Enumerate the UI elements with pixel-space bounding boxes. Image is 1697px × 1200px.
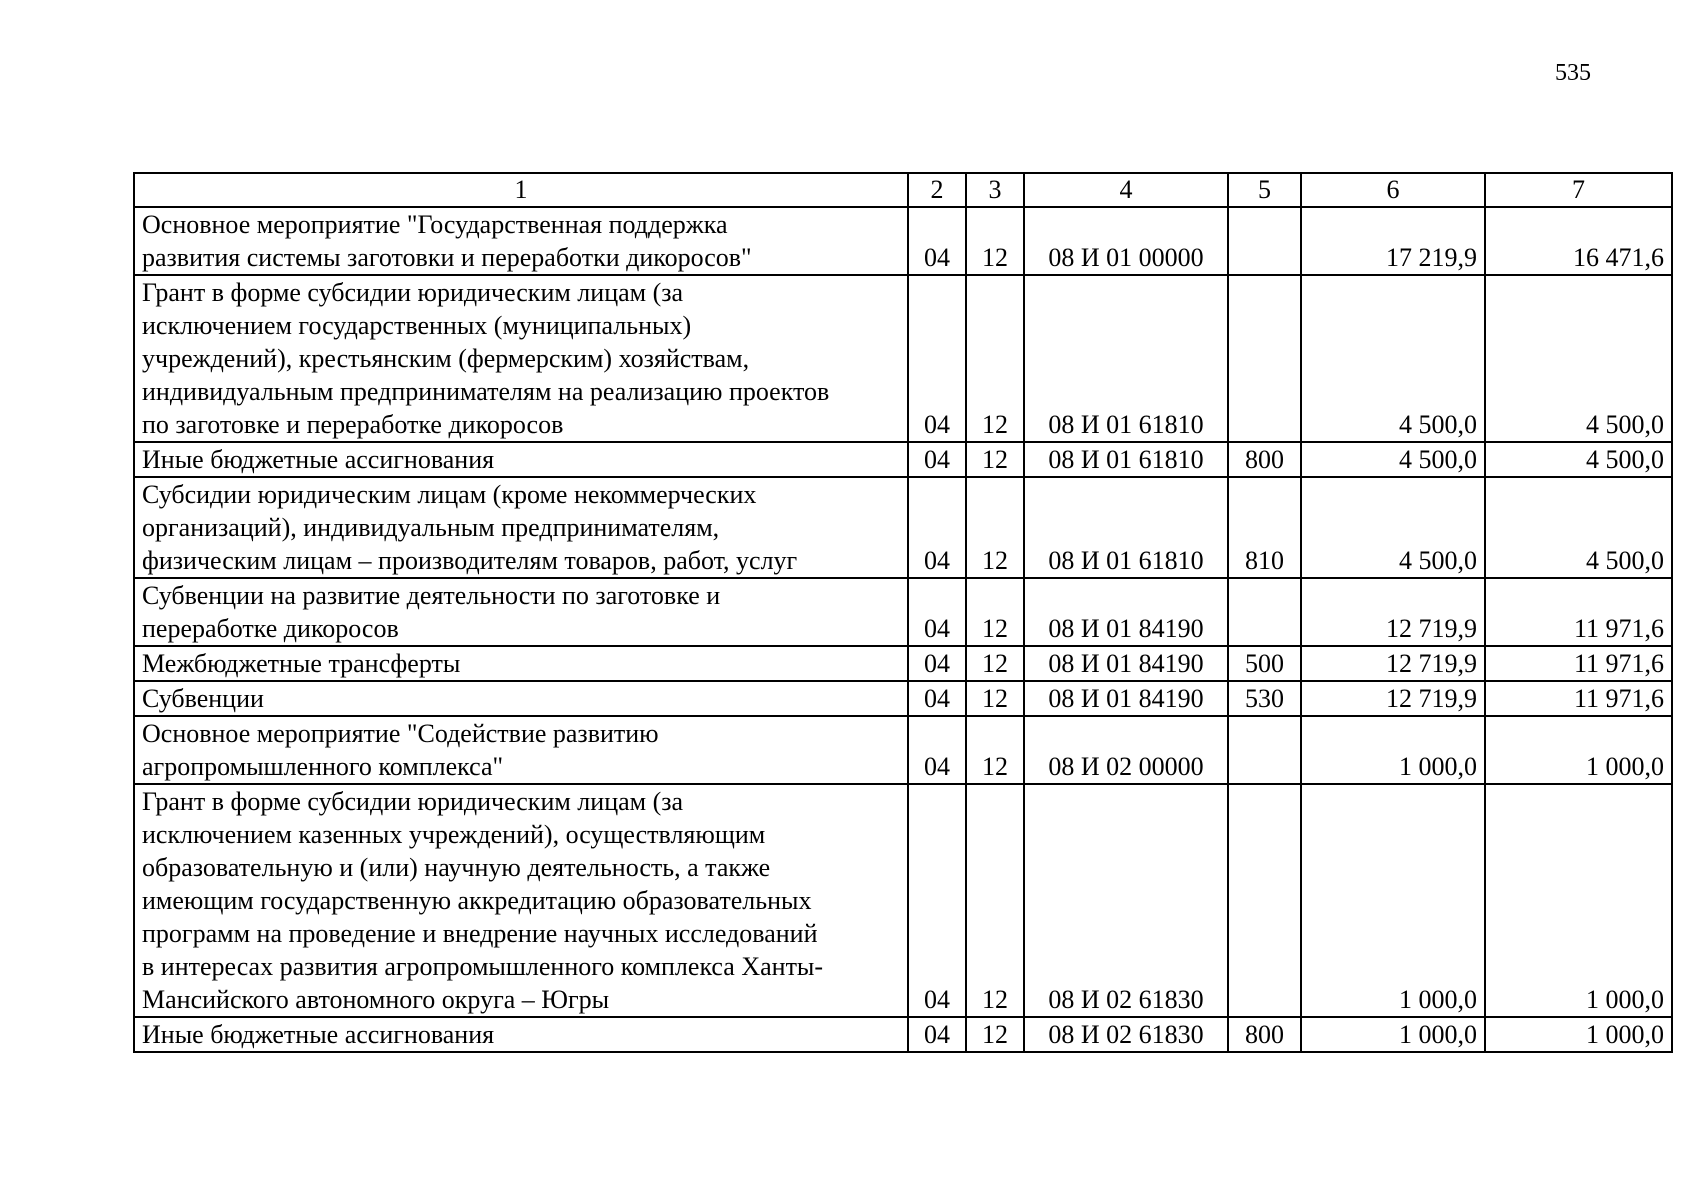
- expense-type-cell: [1228, 578, 1301, 646]
- target-article-cell: 08 И 01 00000: [1024, 207, 1228, 275]
- table-row: [134, 1017, 1672, 1052]
- amount-2-cell: 1 000,0: [1485, 1017, 1672, 1052]
- target-article-cell: 08 И 02 61830: [1024, 1017, 1228, 1052]
- item-name-line: по заготовке и переработке дикоросов: [142, 410, 564, 439]
- item-name-line: образовательную и (или) научную деятельность, а также: [142, 853, 771, 882]
- table-row: [134, 784, 1672, 1017]
- table-row: [134, 578, 1672, 646]
- table-row: [134, 275, 1672, 442]
- section-code-cell: 04: [908, 681, 966, 716]
- subsection-code-cell: 12: [966, 442, 1024, 477]
- subsection-code-cell: 12: [966, 1017, 1024, 1052]
- column-header: 2: [908, 173, 966, 207]
- expense-type-cell: 800: [1228, 442, 1301, 477]
- budget-table: [133, 172, 1673, 1053]
- item-name-line: Межбюджетные трансферты: [142, 649, 461, 678]
- target-article-cell: 08 И 01 61810: [1024, 442, 1228, 477]
- column-header: 7: [1485, 173, 1672, 207]
- item-name-cell: [134, 784, 908, 1017]
- amount-1-cell: 1 000,0: [1301, 784, 1485, 1017]
- section-code-cell: 04: [908, 578, 966, 646]
- item-name-cell: [134, 275, 908, 442]
- section-code-cell: 04: [908, 275, 966, 442]
- table-row: [134, 207, 1672, 275]
- table-row: [134, 646, 1672, 681]
- table-row: [134, 442, 1672, 477]
- subsection-code-cell: 12: [966, 784, 1024, 1017]
- item-name-line: Основное мероприятие "Содействие развитию: [142, 719, 659, 748]
- target-article-cell: 08 И 02 00000: [1024, 716, 1228, 784]
- expense-type-cell: 530: [1228, 681, 1301, 716]
- item-name-line: в интересах развития агропромышленного комплекса Ханты-: [142, 952, 824, 981]
- column-header: 3: [966, 173, 1024, 207]
- item-name-cell: [134, 442, 908, 477]
- expense-type-cell: 810: [1228, 477, 1301, 578]
- item-name-cell: [134, 716, 908, 784]
- item-name-line: Иные бюджетные ассигнования: [142, 1020, 495, 1049]
- column-header: 6: [1301, 173, 1485, 207]
- expense-type-cell: [1228, 716, 1301, 784]
- page-number: 535: [1555, 60, 1591, 86]
- item-name-cell: [134, 477, 908, 578]
- item-name-cell: [134, 646, 908, 681]
- item-name-line: физическим лицам – производителям товаров, работ, услуг: [142, 546, 798, 575]
- section-code-cell: 04: [908, 477, 966, 578]
- item-name-line: Субсидии юридическим лицам (кроме некоммерческих: [142, 480, 757, 509]
- item-name-line: Субвенции: [142, 684, 264, 713]
- section-code-cell: 04: [908, 1017, 966, 1052]
- amount-1-cell: 12 719,9: [1301, 646, 1485, 681]
- subsection-code-cell: 12: [966, 646, 1024, 681]
- item-name-line: Основное мероприятие "Государственная поддержка: [142, 210, 728, 239]
- target-article-cell: 08 И 01 84190: [1024, 578, 1228, 646]
- table-row: [134, 716, 1672, 784]
- item-name-line: индивидуальным предпринимателям на реализацию проектов: [142, 377, 830, 406]
- item-name-line: исключением государственных (муниципальных): [142, 311, 692, 340]
- item-name-line: имеющим государственную аккредитацию образовательных: [142, 886, 812, 915]
- item-name-line: учреждений), крестьянским (фермерским) хозяйствам,: [142, 344, 750, 373]
- amount-2-cell: 4 500,0: [1485, 442, 1672, 477]
- section-code-cell: 04: [908, 716, 966, 784]
- subsection-code-cell: 12: [966, 275, 1024, 442]
- amount-2-cell: 4 500,0: [1485, 477, 1672, 578]
- header-row: [134, 173, 1672, 207]
- expense-type-cell: 500: [1228, 646, 1301, 681]
- target-article-cell: 08 И 01 84190: [1024, 646, 1228, 681]
- amount-1-cell: 4 500,0: [1301, 477, 1485, 578]
- column-header: 1: [134, 173, 908, 207]
- item-name-line: Иные бюджетные ассигнования: [142, 445, 495, 474]
- amount-1-cell: 12 719,9: [1301, 578, 1485, 646]
- column-header: 5: [1228, 173, 1301, 207]
- amount-1-cell: 4 500,0: [1301, 275, 1485, 442]
- section-code-cell: 04: [908, 784, 966, 1017]
- subsection-code-cell: 12: [966, 207, 1024, 275]
- amount-2-cell: 11 971,6: [1485, 681, 1672, 716]
- item-name-line: Мансийского автономного округа – Югры: [142, 985, 610, 1014]
- item-name-line: агропромышленного комплекса": [142, 752, 504, 781]
- target-article-cell: 08 И 01 61810: [1024, 275, 1228, 442]
- expense-type-cell: [1228, 207, 1301, 275]
- table-body: [134, 207, 1672, 1052]
- target-article-cell: 08 И 02 61830: [1024, 784, 1228, 1017]
- item-name-line: Субвенции на развитие деятельности по заготовке и: [142, 581, 721, 610]
- item-name-line: Грант в форме субсидии юридическим лицам (за: [142, 787, 684, 816]
- amount-1-cell: 17 219,9: [1301, 207, 1485, 275]
- amount-2-cell: 4 500,0: [1485, 275, 1672, 442]
- section-code-cell: 04: [908, 207, 966, 275]
- amount-2-cell: 11 971,6: [1485, 646, 1672, 681]
- item-name-line: организаций), индивидуальным предпринимателям,: [142, 513, 720, 542]
- expense-type-cell: [1228, 784, 1301, 1017]
- item-name-cell: [134, 578, 908, 646]
- item-name-line: переработке дикоросов: [142, 614, 399, 643]
- subsection-code-cell: 12: [966, 477, 1024, 578]
- item-name-line: Грант в форме субсидии юридическим лицам (за: [142, 278, 684, 307]
- amount-1-cell: 1 000,0: [1301, 1017, 1485, 1052]
- target-article-cell: 08 И 01 61810: [1024, 477, 1228, 578]
- expense-type-cell: 800: [1228, 1017, 1301, 1052]
- section-code-cell: 04: [908, 646, 966, 681]
- expense-type-cell: [1228, 275, 1301, 442]
- table-row: [134, 477, 1672, 578]
- amount-1-cell: 4 500,0: [1301, 442, 1485, 477]
- item-name-cell: [134, 681, 908, 716]
- subsection-code-cell: 12: [966, 578, 1024, 646]
- subsection-code-cell: 12: [966, 681, 1024, 716]
- subsection-code-cell: 12: [966, 716, 1024, 784]
- amount-2-cell: 11 971,6: [1485, 578, 1672, 646]
- item-name-line: развития системы заготовки и переработки дикоросов": [142, 243, 752, 272]
- amount-1-cell: 12 719,9: [1301, 681, 1485, 716]
- amount-2-cell: 16 471,6: [1485, 207, 1672, 275]
- amount-1-cell: 1 000,0: [1301, 716, 1485, 784]
- item-name-cell: [134, 207, 908, 275]
- amount-2-cell: 1 000,0: [1485, 784, 1672, 1017]
- amount-2-cell: 1 000,0: [1485, 716, 1672, 784]
- item-name-line: исключением казенных учреждений), осуществляющим: [142, 820, 766, 849]
- target-article-cell: 08 И 01 84190: [1024, 681, 1228, 716]
- column-header: 4: [1024, 173, 1228, 207]
- item-name-line: программ на проведение и внедрение научных исследований: [142, 919, 818, 948]
- item-name-cell: [134, 1017, 908, 1052]
- table-row: [134, 681, 1672, 716]
- section-code-cell: 04: [908, 442, 966, 477]
